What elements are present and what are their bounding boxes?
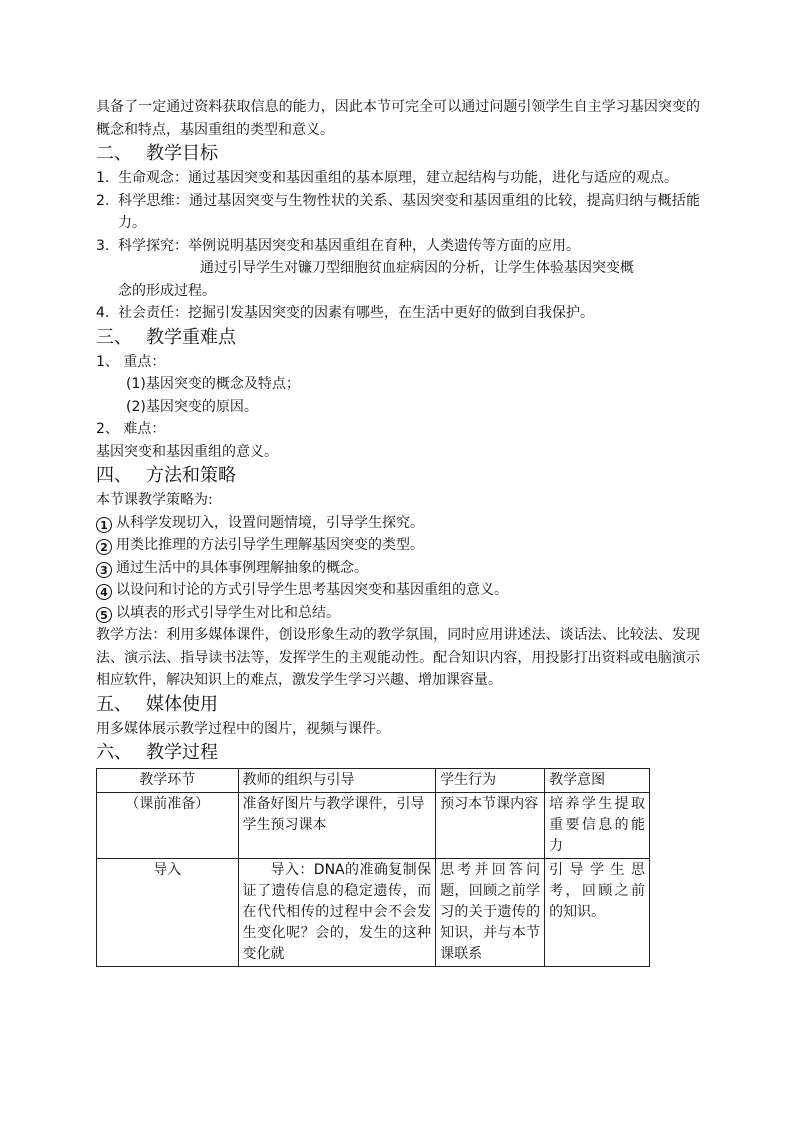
process-table <box>96 768 650 967</box>
objective-item <box>96 302 700 325</box>
section-heading-key-points <box>96 325 700 351</box>
column-header: 教学环节 <box>97 769 239 793</box>
item-text-continued: 念的形成过程。 <box>118 282 216 299</box>
section-number: 二、 <box>96 143 132 164</box>
item-text-continued: 通过引导学生对镰刀型细胞贫血症病因的分析，让学生体验基因突变概 <box>200 260 634 276</box>
key-item: (2)基因突变的原因。 <box>126 398 258 415</box>
objective-item <box>96 235 700 303</box>
key-item: (1)基因突变的概念及特点； <box>126 376 300 392</box>
section-number: 五、 <box>96 693 132 715</box>
item-text: 社会责任：挖掘引发基因突变的因素有哪些，在生活中更好的做到自我保护。 <box>118 305 594 321</box>
difficulty-text: 基因突变和基因重组的意义。 <box>96 443 278 460</box>
strategy-item: 3 通过生活中的具体事例理解抽象的概念。 <box>96 557 700 580</box>
column-header: 学生行为 <box>436 769 545 793</box>
table-cell: 准备好图片与教学课件，引导学生预习课本 <box>238 793 436 859</box>
column-header: 教师的组织与引导 <box>238 769 436 793</box>
difficulty-label: 2、 难点： <box>96 421 166 437</box>
section-title: 教学过程 <box>146 742 218 763</box>
item-number: 1. <box>96 170 110 186</box>
table-cell: 培养学生提取重要信息的能力 <box>545 793 650 859</box>
section-number: 六、 <box>96 742 132 763</box>
section-number: 三、 <box>96 326 132 348</box>
table-cell: 引导学生思考，回顾之前的知识。 <box>545 859 650 967</box>
document-page <box>96 96 700 967</box>
section-title: 教学重难点 <box>146 326 236 348</box>
column-header: 教学意图 <box>545 769 650 793</box>
item-number: 3. <box>96 237 110 254</box>
table-cell: 思考并回答问题，回顾之前学习的关于遗传的知识，并与本节课联系 <box>436 859 545 967</box>
table-header-row <box>97 769 650 793</box>
section-heading-objectives <box>96 141 700 167</box>
section-number: 四、 <box>96 465 132 486</box>
intro-paragraph: 具备了一定通过资料获取信息的能力，因此本节可完全可以通过问题引领学生自主学习基因突变的概念和特点，基因重组的类型和意义。 <box>96 99 700 138</box>
table-cell: （课前准备） <box>97 793 239 859</box>
section-title: 方法和策略 <box>146 465 236 486</box>
table-cell: 导入：DNA的准确复制保证了遗传信息的稳定遗传，而在代代相传的过程中会不会发生变化呢？会的，发生的这种变化就 <box>238 859 436 967</box>
media-text: 用多媒体展示教学过程中的图片，视频与课件。 <box>96 720 390 737</box>
circled-number: 3 <box>96 562 112 578</box>
item-text: 科学探究：举例说明基因突变和基因重组在育种，人类遗传等方面的应用。 <box>118 237 580 254</box>
key-label: 1、 重点： <box>96 353 166 370</box>
table-row <box>97 793 650 859</box>
method-paragraph: 教学方法：利用多媒体课件，创设形象生动的教学氛围，同时应用讲述法、谈话法、比较法、发现法、演示法、指导读书法等，发挥学生的主观能动性。配合知识内容，用投影打出资料或电脑演示相应软件，解决知识上的难点，激发学生学习兴趣、增加课容量。 <box>96 627 700 688</box>
objective-item <box>96 190 700 235</box>
objective-item <box>96 167 700 190</box>
table-row <box>97 859 650 967</box>
section-title: 媒体使用 <box>146 693 218 715</box>
table-cell: 预习本节课内容 <box>436 793 545 859</box>
table-cell: 导入 <box>97 859 239 967</box>
section-title: 教学目标 <box>146 143 218 164</box>
circled-number: 4 <box>96 584 112 600</box>
strategy-lead: 本节课教学策略为: <box>96 492 213 508</box>
strategy-item: 2 用类比推理的方法引导学生理解基因突变的类型。 <box>96 534 700 557</box>
strategy-item: 5 以填表的形式引导学生对比和总结。 <box>96 602 700 625</box>
item-text: 生命观念：通过基因突变和基因重组的基本原理，建立起结构与功能，进化与适应的观点。 <box>118 170 678 186</box>
item-number: 4. <box>96 305 110 321</box>
strategy-item: 1 从科学发现切入，设置问题情境，引导学生探究。 <box>96 512 700 535</box>
circled-number: 1 <box>96 517 112 533</box>
item-number: 2. <box>96 192 110 209</box>
section-heading-process <box>96 740 700 766</box>
item-text: 科学思维：通过基因突变与生物性状的关系、基因突变和基因重组的比较，提高归纳与概括能力。 <box>118 192 700 231</box>
section-heading-methods <box>96 463 700 489</box>
section-heading-media <box>96 692 700 718</box>
circled-number: 2 <box>96 539 112 555</box>
circled-number: 5 <box>96 607 112 623</box>
strategy-item: 4 以设问和讨论的方式引导学生思考基因突变和基因重组的意义。 <box>96 579 700 602</box>
